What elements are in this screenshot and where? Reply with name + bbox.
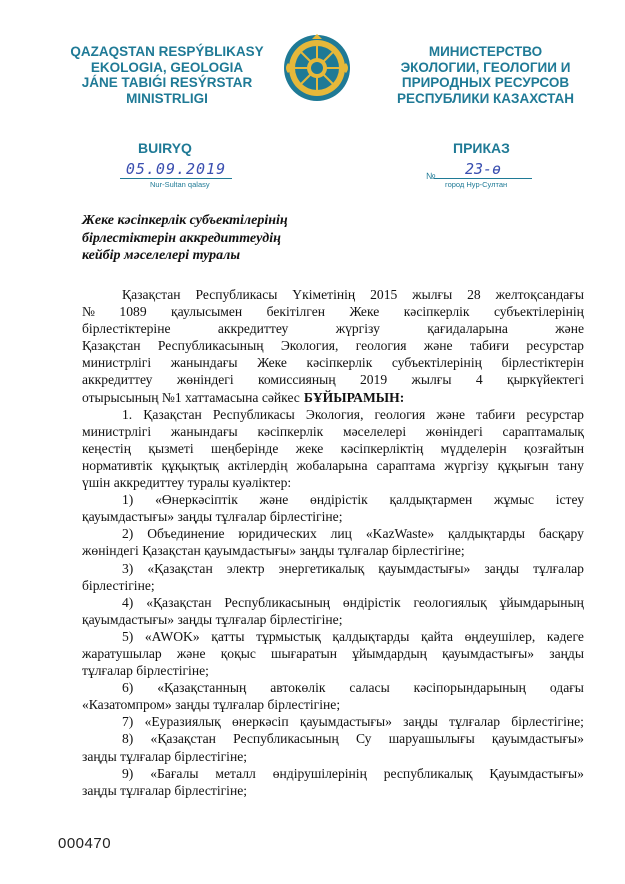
body-line: отырысының №1 хаттамасына сәйкес БҰЙЫРАМЫН: bbox=[82, 389, 405, 405]
body-word: 5) bbox=[122, 628, 134, 644]
place-ru: город Нур-Султан bbox=[445, 180, 508, 189]
body-line bbox=[82, 457, 584, 474]
body-word: құқықтық bbox=[161, 457, 219, 473]
body-line: қауымдастығы» заңды тұлғалар бірлестігіне; bbox=[82, 611, 343, 627]
body-line bbox=[82, 765, 584, 782]
body-word: Қазақстан bbox=[143, 406, 202, 422]
body-word: өндірістік bbox=[342, 594, 401, 610]
body-word: қыркүйектегі bbox=[506, 372, 584, 388]
body-word: қаулысымен bbox=[171, 304, 243, 320]
body-word: шеңберінде bbox=[211, 440, 279, 456]
body-line bbox=[82, 354, 584, 371]
body-word: жүргізу bbox=[335, 321, 380, 337]
body-line: «Казатомпром» заңды тұлғалар бірлестігіне; bbox=[82, 697, 341, 713]
body-line bbox=[82, 713, 584, 730]
body-word: тұлғалар bbox=[533, 560, 584, 576]
body-word: 6) bbox=[122, 680, 134, 696]
body-line bbox=[82, 730, 584, 747]
body-word: аккредиттеу bbox=[217, 321, 289, 337]
body-word: аккредиттеу bbox=[82, 372, 153, 388]
body-word: өнеркәсіп bbox=[231, 714, 289, 730]
body-word: Үкіметінің bbox=[292, 287, 356, 302]
body-word: жаратушылар bbox=[82, 645, 162, 661]
body-word: актілердің bbox=[227, 457, 288, 473]
body-word: кәсіпкерлік bbox=[257, 423, 324, 439]
body-word: энергетикалық bbox=[278, 560, 365, 576]
body-word: кәсіпорындарының bbox=[413, 680, 526, 696]
body-word: табиғи bbox=[476, 406, 516, 422]
body-word: Республикасы bbox=[195, 287, 278, 302]
body-word: металл bbox=[215, 765, 256, 781]
body-word: қауымдастығы» bbox=[378, 560, 471, 576]
body-word: кәдеге bbox=[546, 628, 584, 644]
body-word: 7) bbox=[122, 714, 134, 730]
body-word: ұйымдардың bbox=[352, 645, 427, 661]
body-line bbox=[82, 406, 584, 423]
body-word: басқару bbox=[538, 526, 584, 542]
order-word: БҰЙЫРАМЫН: bbox=[303, 389, 405, 405]
body-word: министрлігі bbox=[82, 355, 152, 371]
body-word: қауымдастығы» bbox=[299, 714, 392, 730]
body-word: және bbox=[436, 406, 466, 422]
body-word: жеке bbox=[295, 440, 324, 456]
body-line: заңды тұлғалар бірлестігіне; bbox=[82, 748, 248, 764]
body-line bbox=[82, 337, 584, 354]
body-word: «Қазақстан bbox=[150, 731, 216, 747]
body-word: қалдықтарды bbox=[332, 628, 410, 644]
body-line bbox=[82, 440, 584, 457]
body-line bbox=[82, 423, 584, 440]
body-word: 9) bbox=[122, 765, 134, 781]
body-word: Экология, bbox=[305, 406, 364, 422]
body-word: жобаларына bbox=[296, 457, 368, 473]
body-word: қайта bbox=[420, 628, 454, 644]
body-word: 2019 bbox=[359, 372, 388, 388]
body-word: республикалық bbox=[383, 765, 473, 781]
body-word: шығаратын bbox=[271, 645, 338, 661]
order-number: 23-ө bbox=[434, 160, 532, 179]
body-word: заңды bbox=[484, 560, 520, 576]
body-word: заңды bbox=[549, 645, 584, 661]
body-word: және bbox=[259, 492, 289, 508]
order-label-ru: ПРИКАЗ bbox=[453, 140, 510, 156]
title-line: кейбір мәселелері туралы bbox=[82, 248, 241, 263]
body-word: автокөлік bbox=[270, 680, 326, 696]
state-emblem-icon bbox=[282, 33, 352, 103]
body-word: 4 bbox=[475, 372, 483, 388]
body-word: жанындағы bbox=[170, 423, 238, 439]
document-code: 000470 bbox=[58, 835, 112, 852]
body-word: жұмыс bbox=[494, 492, 535, 508]
body-word: құқығын bbox=[497, 457, 549, 473]
body-word: жүргізу bbox=[444, 457, 489, 473]
body-word: қағидаларына bbox=[427, 321, 508, 337]
body-word: қоқыс bbox=[220, 645, 256, 661]
body-word: лиц bbox=[330, 526, 352, 542]
body-word: геология bbox=[374, 406, 426, 422]
body-word: Қазақстан bbox=[82, 338, 141, 354]
title-line: бірлестіктерін аккредиттеудің bbox=[82, 230, 281, 246]
body-word: «KazWaste» bbox=[365, 526, 435, 542]
body-word: қауымдастығы» bbox=[442, 645, 535, 661]
body-word: 1089 bbox=[119, 304, 147, 320]
ministry-kz-line: MINISTRLІGІ bbox=[126, 90, 208, 106]
body-word: кәсіпкерлік bbox=[403, 304, 470, 320]
body-word: «Бағалы bbox=[150, 765, 199, 781]
body-word: Республикасы bbox=[212, 406, 295, 422]
body-word: жылғы bbox=[411, 372, 452, 388]
body-word: жөніндегі bbox=[425, 423, 483, 439]
body-word: саласы bbox=[349, 680, 390, 696]
body-word: қозғайтын bbox=[523, 440, 584, 456]
body-word: және bbox=[423, 338, 453, 354]
body-word: қатты bbox=[211, 628, 245, 644]
body-word: өндірушілерінің bbox=[272, 765, 367, 781]
body-word: 1) bbox=[122, 492, 134, 508]
body-line: қауымдастығы» заңды тұлғалар бірлестігіне; bbox=[82, 509, 343, 525]
body-word: 2015 bbox=[370, 287, 398, 302]
body-line bbox=[82, 679, 584, 696]
body-word: тұрмыстық bbox=[256, 628, 321, 644]
place-kz: Nur-Sultan qalasy bbox=[150, 180, 210, 189]
body-word: Республикасының bbox=[224, 594, 331, 610]
body-word: «Өнеркәсіптік bbox=[155, 492, 238, 508]
body-word: Су bbox=[355, 731, 372, 747]
body-word: жылғы bbox=[412, 287, 453, 302]
body-line bbox=[82, 320, 584, 337]
body-word: 2) bbox=[122, 526, 134, 542]
title-line: Жеке кәсіпкерлік субъектілерінің bbox=[82, 213, 288, 228]
body-word: 28 bbox=[467, 287, 481, 302]
body-word: геология bbox=[355, 338, 407, 354]
number-sign: № bbox=[426, 171, 436, 181]
body-word: Жеке bbox=[257, 355, 287, 371]
body-line bbox=[82, 525, 584, 542]
body-word: істеу bbox=[555, 492, 584, 508]
body-word: министрлігі bbox=[82, 423, 152, 439]
body-line bbox=[82, 371, 584, 388]
body-word: кеңестің bbox=[82, 440, 131, 456]
body-word: шаруашылығы bbox=[388, 731, 475, 747]
body-word: ресурстар bbox=[526, 338, 584, 354]
body-word: мәселелері bbox=[343, 423, 407, 439]
body-word: қалдықтарды bbox=[448, 526, 526, 542]
body-line bbox=[82, 286, 584, 303]
body-word: комиссияның bbox=[257, 372, 336, 388]
ministry-kz-line: JÁNE TABIǴI RESÝRSTAR bbox=[81, 75, 253, 90]
body-word: өндірістік bbox=[310, 492, 368, 508]
body-word: өңдеушілер, bbox=[464, 628, 536, 644]
body-word: «Қазақстан bbox=[146, 594, 212, 610]
body-word: жөніндегі bbox=[176, 372, 234, 388]
body-word: № bbox=[82, 304, 95, 320]
body-word: 3) bbox=[122, 560, 134, 576]
ministry-kz-line: EKOLOGIA, GEOLOGIA bbox=[90, 59, 244, 75]
body-word: сараптамалық bbox=[502, 423, 584, 439]
body-line: тұлғалар бірлестігіне; bbox=[82, 663, 209, 679]
body-word: қауымдастығы» bbox=[491, 731, 584, 747]
body-word: бірлестіктерін bbox=[501, 355, 584, 371]
body-word: Қауымдастығы» bbox=[489, 765, 584, 781]
body-line bbox=[82, 491, 584, 508]
body-line: үшін аккредиттеу туралы куәліктер: bbox=[82, 475, 292, 491]
body-word: геологиялық bbox=[413, 594, 487, 610]
ministry-ru-line: ПРИРОДНЫХ РЕСУРСОВ bbox=[401, 75, 570, 90]
order-date: 05.09.2019 bbox=[120, 160, 232, 179]
body-word: бірлестігіне; bbox=[511, 714, 584, 730]
body-word: қалдықтармен bbox=[389, 492, 473, 508]
body-line: жөніндегі Қазақстан қауымдастығы» заңды тұлғалар бірлестігіне; bbox=[82, 543, 465, 559]
body-word: субъектілерінің bbox=[391, 355, 482, 371]
body-word: юридических bbox=[238, 526, 317, 542]
body-word: және bbox=[555, 321, 584, 337]
body-word: Республикасының bbox=[157, 338, 264, 354]
body-word: желтоқсандағы bbox=[495, 287, 584, 302]
body-word: бекітілген bbox=[266, 304, 325, 320]
body-line: заңды тұлғалар бірлестігіне; bbox=[82, 782, 248, 798]
body-word: одағы bbox=[549, 680, 584, 696]
body-word: «Қазақстанның bbox=[157, 680, 247, 696]
body-word: нормативтік bbox=[82, 457, 153, 473]
ministry-kz-line: QAZAQSTAN RESPÝBLIKASY bbox=[70, 44, 264, 59]
body-word: тұлғалар bbox=[449, 714, 501, 730]
body-word: ұйымдарының bbox=[499, 594, 584, 610]
body-word: заңды bbox=[403, 714, 438, 730]
document-body bbox=[82, 286, 584, 799]
body-line bbox=[82, 594, 584, 611]
body-word: 8) bbox=[122, 731, 134, 747]
body-word: субъектілерінің bbox=[493, 304, 584, 320]
ministry-ru-line: МИНИСТЕРСТВО bbox=[428, 44, 543, 59]
body-word: кәсіпкерлік bbox=[306, 355, 373, 371]
body-word: бірлестіктеріне bbox=[82, 321, 171, 337]
body-word: кәсіпкерліктің bbox=[340, 440, 424, 456]
body-word: Жеке bbox=[349, 304, 380, 320]
body-word: «Қазақстан bbox=[147, 560, 213, 576]
body-line bbox=[82, 628, 584, 645]
body-line bbox=[82, 303, 584, 320]
body-word: 4) bbox=[122, 594, 134, 610]
body-word: тану bbox=[557, 457, 584, 473]
body-word: Республикасының bbox=[233, 731, 339, 747]
body-word: Объединение bbox=[147, 526, 225, 542]
order-label-kz: BUIRYQ bbox=[138, 140, 192, 156]
body-line: бірлестігіне; bbox=[82, 577, 155, 593]
ministry-name-ru bbox=[378, 44, 593, 106]
body-word: және bbox=[176, 645, 206, 661]
body-word: табиғи bbox=[469, 338, 510, 354]
body-word: ресурстар bbox=[526, 406, 584, 422]
ministry-ru-line: ЭКОЛОГИИ, ГЕОЛОГИИ И bbox=[400, 59, 571, 75]
body-word: жанындағы bbox=[170, 355, 238, 371]
body-word: сараптама bbox=[376, 457, 436, 473]
body-line bbox=[82, 645, 584, 662]
ministry-name-kz bbox=[52, 44, 282, 106]
body-word: Экология, bbox=[280, 338, 339, 354]
body-word: 1. bbox=[122, 406, 133, 422]
ministry-ru-line: РЕСПУБЛИКИ КАЗАХСТАН bbox=[396, 90, 575, 106]
body-word: Қазақстан bbox=[122, 287, 181, 302]
body-word: «Еуразиялық bbox=[144, 714, 221, 730]
body-word: қызметі bbox=[148, 440, 194, 456]
body-line bbox=[82, 560, 584, 577]
body-word: «AWOK» bbox=[144, 628, 200, 644]
document-title bbox=[82, 212, 288, 265]
body-word: электр bbox=[226, 560, 265, 576]
body-word: мүдделерін bbox=[440, 440, 507, 456]
